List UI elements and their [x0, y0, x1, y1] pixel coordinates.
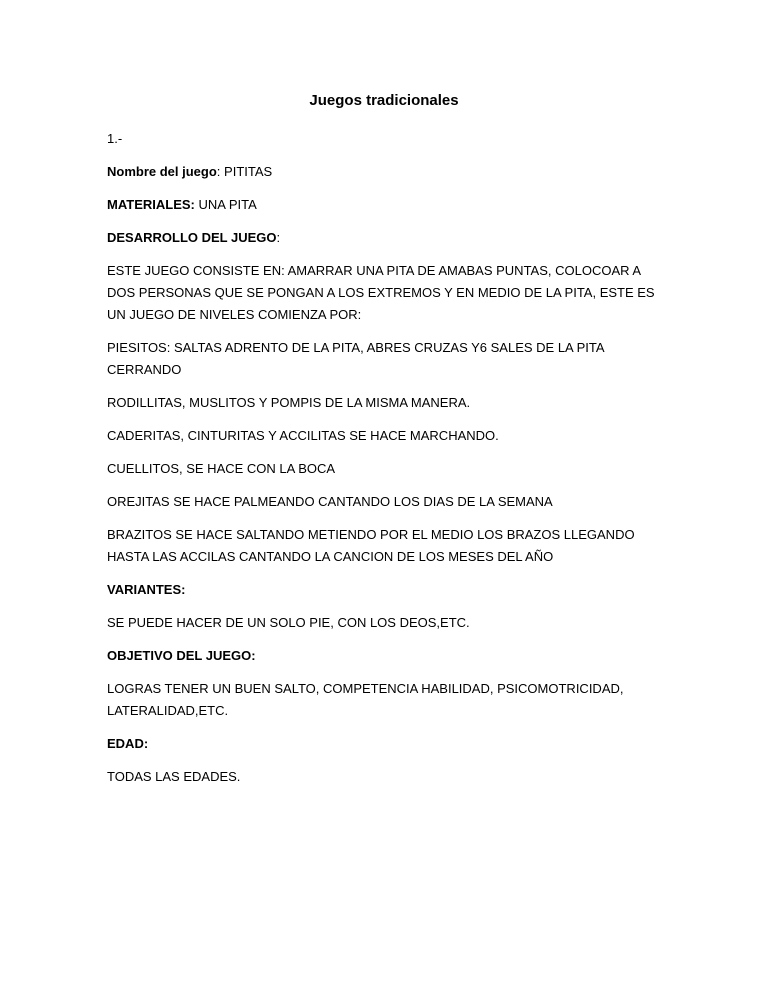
document-title: Juegos tradicionales — [309, 92, 459, 109]
age-value: TODAS LAS EDADES. — [107, 769, 241, 784]
development-paragraph: RODILLITAS, MUSLITOS Y POMPIS DE LA MISMA MANERA. — [107, 395, 471, 410]
development-label: DESARROLLO DEL JUEGO — [107, 230, 277, 245]
development-paragraph: CUELLITOS, SE HACE CON LA BOCA — [107, 461, 336, 476]
development-separator: : — [276, 230, 281, 245]
variants-label: VARIANTES: — [107, 582, 186, 597]
game-name-separator: : — [216, 164, 225, 179]
document-body — [107, 128, 667, 799]
game-name-label: Nombre del juego — [107, 164, 217, 179]
variants-value: SE PUEDE HACER DE UN SOLO PIE, CON LOS DEOS,ETC. — [107, 615, 470, 630]
development-paragraph: OREJITAS SE HACE PALMEANDO CANTANDO LOS DIAS DE LA SEMANA — [107, 494, 553, 509]
game-name-value: PITITAS — [224, 164, 273, 179]
game-name-line — [107, 161, 667, 183]
item-number: 1.- — [107, 131, 123, 146]
objective-value: LOGRAS TENER UN BUEN SALTO, COMPETENCIA HABILIDAD, PSICOMOTRICIDAD, LATERALIDAD,ETC. — [107, 681, 624, 718]
development-paragraph: PIESITOS: SALTAS ADRENTO DE LA PITA, ABRES CRUZAS Y6 SALES DE LA PITA CERRANDO — [107, 340, 604, 377]
materials-line — [107, 194, 667, 216]
materials-value: UNA PITA — [194, 197, 257, 212]
objective-label: OBJETIVO DEL JUEGO: — [107, 648, 256, 663]
age-label: EDAD: — [107, 736, 149, 751]
development-paragraph: BRAZITOS SE HACE SALTANDO METIENDO POR EL MEDIO LOS BRAZOS LLEGANDO HASTA LAS ACCILAS CANTANDO LA CANCION DE LOS MESES DEL AÑO — [107, 527, 635, 564]
development-paragraph: CADERITAS, CINTURITAS Y ACCILITAS SE HACE MARCHANDO. — [107, 428, 499, 443]
development-paragraph: ESTE JUEGO CONSISTE EN: AMARRAR UNA PITA DE AMABAS PUNTAS, COLOCOAR A DOS PERSONAS QUE SE PONGAN A LOS EXTREMOS Y EN MEDIO DE LA PITA, ESTE ES UN JUEGO DE NIVELES COMIENZA POR: — [107, 263, 655, 322]
materials-label: MATERIALES: — [107, 197, 195, 212]
development-heading — [107, 227, 667, 249]
